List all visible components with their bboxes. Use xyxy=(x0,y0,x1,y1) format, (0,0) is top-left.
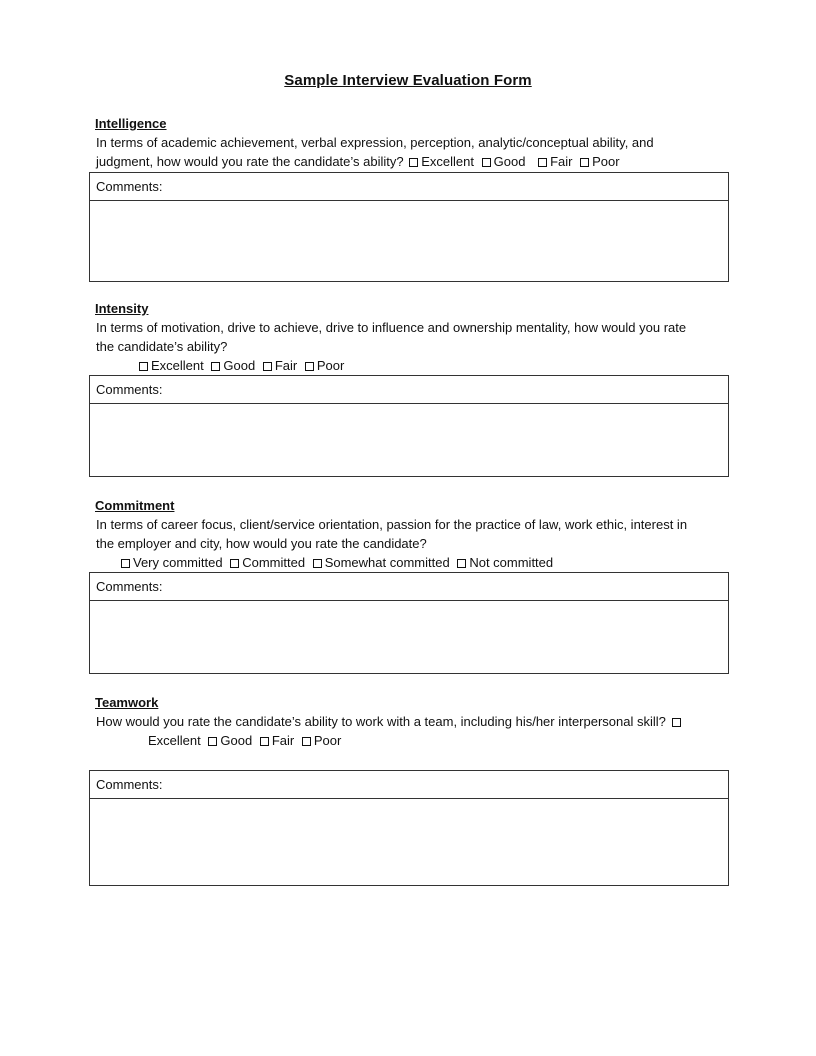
rating-checkbox-excellent[interactable] xyxy=(139,362,148,371)
section-heading: Intensity xyxy=(95,301,149,316)
option-label: Poor xyxy=(313,733,342,748)
section-teamwork xyxy=(89,694,729,886)
rating-options xyxy=(137,356,729,375)
rating-checkbox-excellent[interactable] xyxy=(672,718,681,727)
option-label: Fair xyxy=(274,358,298,373)
rating-checkbox-committed[interactable] xyxy=(230,559,239,568)
rating-checkbox-very-committed[interactable] xyxy=(121,559,130,568)
rating-checkbox-poor[interactable] xyxy=(305,362,314,371)
rating-checkbox-fair[interactable] xyxy=(263,362,272,371)
comments-box[interactable] xyxy=(89,375,729,477)
option-label: Fair xyxy=(550,154,573,169)
option-label: Excellent xyxy=(148,733,201,748)
rating-checkbox-poor[interactable] xyxy=(580,158,589,167)
section-heading: Intelligence xyxy=(95,116,167,131)
rating-checkbox-good[interactable] xyxy=(208,737,217,746)
comments-box[interactable] xyxy=(89,172,729,282)
option-label: Fair xyxy=(271,733,295,748)
option-label: Poor xyxy=(592,154,620,169)
question-text: the candidate’s ability? xyxy=(96,339,228,354)
page-title: Sample Interview Evaluation Form xyxy=(284,72,532,89)
rating-options xyxy=(119,553,729,572)
option-label: Excellent xyxy=(151,358,204,373)
option-label: Good xyxy=(220,733,253,748)
comments-label: Comments: xyxy=(90,771,728,799)
question-text: judgment, how would you rate the candidate’s ability? xyxy=(96,154,404,169)
rating-checkbox-fair[interactable] xyxy=(538,158,547,167)
question-line-with-options xyxy=(96,152,729,171)
comments-label: Comments: xyxy=(90,173,728,201)
option-label: Not committed xyxy=(469,555,554,570)
rating-checkbox-not-committed[interactable] xyxy=(457,559,466,568)
option-label: Somewhat committed xyxy=(324,555,450,570)
option-label: Poor xyxy=(316,358,345,373)
question-text: In terms of academic achievement, verbal expression, perception, analytic/conceptual ability, and xyxy=(96,135,654,150)
section-commitment xyxy=(89,497,729,674)
option-label: Good xyxy=(493,154,526,169)
question-text: the employer and city, how would you rate the candidate? xyxy=(96,536,427,551)
rating-options xyxy=(148,731,729,750)
rating-checkbox-fair[interactable] xyxy=(260,737,269,746)
section-heading: Teamwork xyxy=(95,695,159,710)
question-text: In terms of motivation, drive to achieve, drive to influence and ownership mentality, how would you rate xyxy=(96,320,687,335)
comments-label: Comments: xyxy=(90,376,728,404)
comments-box[interactable] xyxy=(89,770,729,886)
section-intensity xyxy=(89,300,729,477)
comments-label: Comments: xyxy=(90,573,728,601)
option-label: Very committed xyxy=(133,555,223,570)
rating-checkbox-good[interactable] xyxy=(211,362,220,371)
question-text: In terms of career focus, client/service orientation, passion for the practice of law, work ethic, interest in xyxy=(96,517,688,532)
comments-box[interactable] xyxy=(89,572,729,674)
section-heading: Commitment xyxy=(95,498,175,513)
rating-checkbox-good[interactable] xyxy=(482,158,491,167)
option-label: Excellent xyxy=(421,154,474,169)
option-label: Good xyxy=(223,358,256,373)
rating-checkbox-somewhat-committed[interactable] xyxy=(313,559,322,568)
question-text: How would you rate the candidate’s ability to work with a team, including his/her interpersonal skill? xyxy=(96,714,666,729)
rating-checkbox-excellent[interactable] xyxy=(409,158,418,167)
option-label: Committed xyxy=(242,555,306,570)
section-intelligence xyxy=(89,115,729,282)
rating-checkbox-poor[interactable] xyxy=(302,737,311,746)
question-line-with-checkbox xyxy=(96,712,729,731)
